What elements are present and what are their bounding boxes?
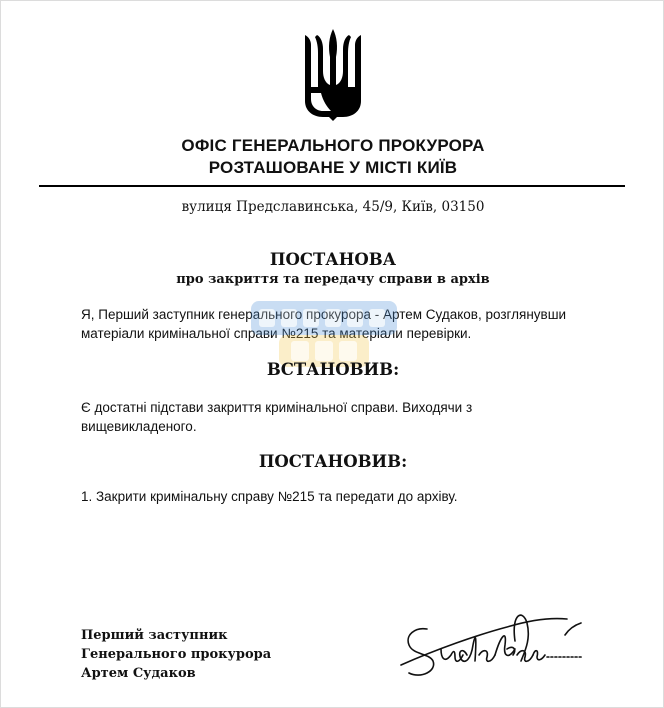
document-title: ПОСТАНОВА [269, 250, 397, 269]
handwritten-signature [397, 605, 587, 685]
intro-line-1: Я, Перший заступник генерального прокурора - Артем Судаков, розглянувши [81, 307, 567, 322]
signer-position-line1: Перший заступник [81, 628, 228, 643]
org-name-line1: ОФІС ГЕНЕРАЛЬНОГО ПРОКУРОРА [181, 136, 485, 155]
established-paragraph [81, 398, 581, 436]
org-name-line2: РОЗТАШОВАНЕ У МІСТІ КИЇВ [208, 158, 458, 177]
signer-block [81, 626, 271, 683]
established-line-2: вищевикладеного. [81, 419, 197, 434]
resolved-paragraph [81, 487, 581, 506]
section-heading-resolved: ПОСТАНОВИВ: [258, 452, 408, 471]
header-divider [39, 185, 625, 187]
resolved-item-1: 1. Закрити кримінальну справу №215 та передати до архіву. [81, 489, 458, 504]
intro-line-2: матеріали кримінальної справи №215 та матеріали перевірки. [81, 326, 472, 341]
section-heading-established: ВСТАНОВИВ: [266, 360, 400, 379]
signer-name: Артем Судаков [81, 666, 196, 681]
document-subtitle: про закриття та передачу справи в архів [176, 272, 490, 287]
trident-emblem-icon [301, 27, 365, 121]
intro-paragraph [81, 305, 581, 343]
signer-position-line2: Генерального прокурора [81, 647, 272, 662]
org-address: вулиця Предславинська, 45/9, Київ, 03150 [181, 199, 485, 215]
established-line-1: Є достатні підстави закриття кримінальної справи. Виходячи з [81, 400, 473, 415]
